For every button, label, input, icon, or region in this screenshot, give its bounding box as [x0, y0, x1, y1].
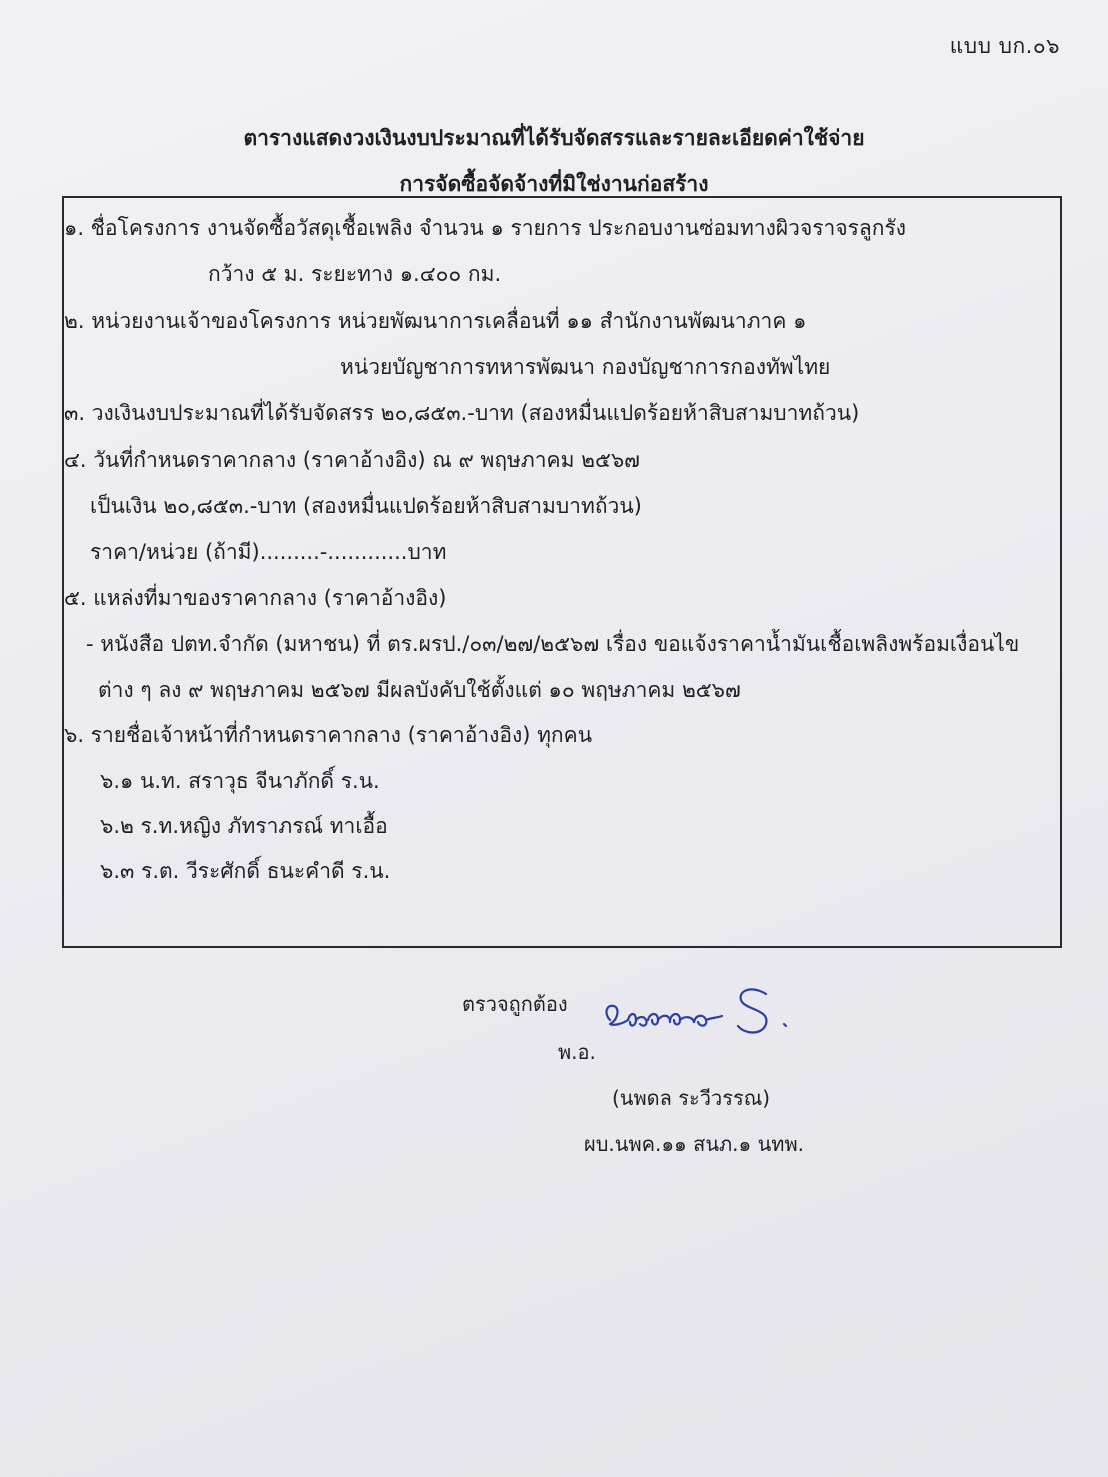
verified-label: ตรวจถูกต้อง — [462, 992, 568, 1016]
item-5-source-letter-cont: ต่าง ๆ ลง ๙ พฤษภาคม ๒๕๖๗ มีผลบังคับใช้ตั้งแต่ ๑๐ พฤษภาคม ๒๕๖๗ — [98, 678, 741, 702]
document-title-line1: ตารางแสดงวงเงินงบประมาณที่ได้รับจัดสรรและรายละเอียดค่าใช้จ่าย — [243, 126, 865, 150]
item-3-budget: ๓. วงเงินงบประมาณที่ได้รับจัดสรร ๒๐,๘๕๓.-บาท (สองหมื่นแปดร้อยห้าสิบสามบาทถ้วน) — [64, 401, 860, 425]
item-5-source-letter: - หนังสือ ปตท.จำกัด (มหาชน) ที่ ตร.ผรป./๐๓/๒๗/๒๕๖๗ เรื่อง ขอแจ้งราคาน้ำมันเชื้อเพลิงพร้อมเงื่อนไข — [86, 632, 1020, 656]
item-1-project-scope: กว้าง ๕ ม. ระยะทาง ๑.๔๐๐ กม. — [208, 262, 502, 286]
item-1-project-name: ๑. ชื่อโครงการ งานจัดซื้อวัสดุเชื้อเพลิง จำนวน ๑ รายการ ประกอบงานซ่อมทางผิวจราจรลูกรัง — [64, 216, 907, 240]
official-6-2: ๖.๒ ร.ท.หญิง ภัทราภรณ์ ทาเอื้อ — [100, 814, 388, 838]
form-code: แบบ บก.๐๖ — [949, 34, 1060, 58]
item-5-price-source: ๕. แหล่งที่มาของราคากลาง (ราคาอ้างอิง) — [64, 586, 447, 610]
official-6-1: ๖.๑ น.ท. สราวุธ จีนาภักดิ์ ร.น. — [100, 769, 380, 793]
signer-name: (นพดล ระวีวรรณ) — [612, 1086, 771, 1110]
item-4-unit-price: ราคา/หน่วย (ถ้ามี).........-............บาท — [90, 540, 447, 564]
item-4-amount: เป็นเงิน ๒๐,๘๕๓.-บาท (สองหมื่นแปดร้อยห้าสิบสามบาทถ้วน) — [90, 494, 642, 518]
details-box — [62, 196, 1062, 948]
item-6-officials: ๖. รายชื่อเจ้าหน้าที่กำหนดราคากลาง (ราคาอ้างอิง) ทุกคน — [64, 723, 593, 747]
document-title-line2: การจัดซื้อจัดจ้างที่มิใช่งานก่อสร้าง — [399, 172, 709, 196]
item-2-owner-unit-parent: หน่วยบัญชาการทหารพัฒนา กองบัญชาการกองทัพไทย — [340, 355, 831, 379]
official-6-3: ๖.๓ ร.ต. วีระศักดิ์ ธนะคำดี ร.น. — [100, 859, 391, 883]
signer-rank: พ.อ. — [558, 1040, 596, 1064]
signer-position: ผบ.นพค.๑๑ สนภ.๑ นทพ. — [584, 1132, 804, 1156]
item-4-reference-date: ๔. วันที่กำหนดราคากลาง (ราคาอ้างอิง) ณ ๙ พฤษภาคม ๒๕๖๗ — [64, 448, 640, 472]
item-2-owner-unit: ๒. หน่วยงานเจ้าของโครงการ หน่วยพัฒนาการเคลื่อนที่ ๑๑ สำนักงานพัฒนาภาค ๑ — [64, 309, 807, 333]
handwritten-signature — [600, 980, 800, 1060]
